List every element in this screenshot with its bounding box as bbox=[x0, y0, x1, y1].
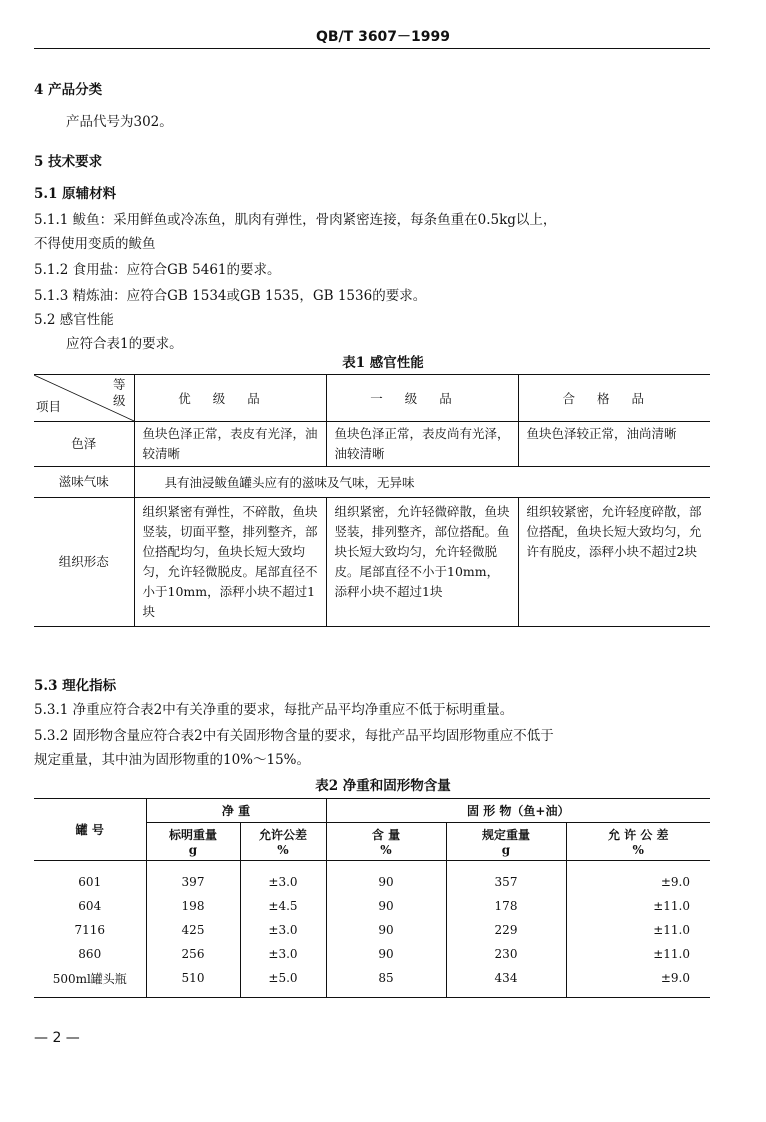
sensory-table bbox=[34, 374, 710, 627]
solids-tolerance: ±11.0 bbox=[566, 942, 710, 966]
labeled-weight: 256 bbox=[146, 942, 240, 966]
section-5-title: 5 技术要求 bbox=[34, 154, 103, 170]
table-row bbox=[34, 498, 710, 627]
solids-tolerance: ±11.0 bbox=[566, 918, 710, 942]
sub-tolerance: 允许公差 bbox=[258, 828, 307, 842]
solids-content: 85 bbox=[326, 966, 446, 998]
row-item-taste: 滋味气味 bbox=[34, 467, 134, 498]
section-4-title: 4 产品分类 bbox=[34, 82, 103, 98]
color-premium: 鱼块色泽正常，表皮有光泽，油较清晰 bbox=[134, 422, 326, 467]
taste-merged: 具有油浸鲅鱼罐头应有的滋味及气味，无异味 bbox=[134, 467, 710, 498]
net-tolerance: ±4.5 bbox=[240, 894, 326, 918]
grade-header-first: 一级品 bbox=[326, 375, 518, 422]
labeled-weight: 425 bbox=[146, 918, 240, 942]
grade-header-premium: 优级品 bbox=[134, 375, 326, 422]
unit-percent: % bbox=[277, 843, 289, 857]
section-5-1-1-line2: 不得使用变质的鲅鱼 bbox=[34, 236, 156, 252]
section-5-3-1: 5.3.1 净重应符合表2中有关净重的要求，每批产品平均净重应不低于标明重量。 bbox=[34, 702, 514, 718]
sub-labeled-weight: 标明重量 bbox=[168, 828, 217, 842]
section-5-1-3: 5.1.3 精炼油：应符合GB 1534或GB 1535，GB 1536的要求。 bbox=[34, 288, 427, 304]
texture-premium: 组织紧密有弹性，不碎散，鱼块竖装，切面平整，排列整齐，部位搭配均匀，鱼块长短大致均匀，允许轻微脱皮。尾部直径不小于10mm，添秤小块不超过1块 bbox=[134, 498, 326, 627]
section-5-1-title: 5.1 原辅材料 bbox=[34, 186, 117, 202]
table-row bbox=[34, 861, 710, 895]
header-rule bbox=[34, 48, 710, 49]
net-tolerance: ±3.0 bbox=[240, 918, 326, 942]
section-5-3-2-line2: 规定重量，其中油为固形物重的10%～15%。 bbox=[34, 752, 311, 768]
labeled-weight: 198 bbox=[146, 894, 240, 918]
sub-content: 含 量 bbox=[371, 828, 401, 842]
net-tolerance: ±5.0 bbox=[240, 966, 326, 998]
can-number: 860 bbox=[78, 947, 102, 961]
page-number: — 2 — bbox=[34, 1030, 80, 1046]
solids-tolerance: ±11.0 bbox=[566, 894, 710, 918]
section-5-1-1-line1: 5.1.1 鲅鱼：采用鲜鱼或冷冻鱼，肌肉有弹性，骨肉紧密连接，每条鱼重在0.5kg以上， bbox=[34, 212, 557, 228]
unit-g: g bbox=[501, 843, 511, 857]
grade-header-qualified: 合格品 bbox=[518, 375, 710, 422]
corner-item-label: 项目 bbox=[36, 399, 62, 414]
can-number: 500ml罐头瓶 bbox=[52, 971, 127, 986]
corner-grade-2: 级 bbox=[112, 393, 126, 408]
net-tolerance: ±3.0 bbox=[240, 942, 326, 966]
table-row bbox=[34, 894, 710, 918]
section-5-1-2: 5.1.2 食用盐：应符合GB 5461的要求。 bbox=[34, 262, 281, 278]
specified-weight: 178 bbox=[446, 894, 566, 918]
table2-caption: 表2 净重和固形物含量 bbox=[315, 778, 451, 794]
unit-g: g bbox=[188, 843, 198, 857]
can-number: 601 bbox=[78, 875, 102, 889]
solids-content: 90 bbox=[326, 918, 446, 942]
table-row bbox=[34, 942, 710, 966]
table-row bbox=[34, 918, 710, 942]
color-first: 鱼块色泽正常，表皮尚有光泽，油较清晰 bbox=[326, 422, 518, 467]
color-qualified: 鱼块色泽较正常，油尚清晰 bbox=[518, 422, 710, 467]
section-5-3-title: 5.3 理化指标 bbox=[34, 678, 117, 694]
unit-percent: % bbox=[380, 843, 392, 857]
texture-qualified: 组织较紧密，允许轻度碎散，部位搭配，鱼块长短大致均匀，允许有脱皮，添秤小块不超过2块 bbox=[518, 498, 710, 627]
net-weight-table bbox=[34, 798, 710, 998]
row-item-texture: 组织形态 bbox=[34, 498, 134, 627]
row-item-color: 色泽 bbox=[34, 422, 134, 467]
texture-first: 组织紧密，允许轻微碎散，鱼块竖装，排列整齐，部位搭配。鱼块长短大致均匀，允许轻微脱皮。尾部直径不小于10mm，添秤小块不超过1块 bbox=[326, 498, 518, 627]
can-number: 7116 bbox=[74, 923, 106, 937]
table-row bbox=[34, 467, 710, 498]
can-number-header: 罐 号 bbox=[34, 799, 146, 861]
specified-weight: 434 bbox=[446, 966, 566, 998]
net-tolerance: ±3.0 bbox=[240, 861, 326, 895]
net-weight-header: 净 重 bbox=[146, 799, 326, 823]
table1-caption: 表1 感官性能 bbox=[342, 355, 424, 371]
solids-content: 90 bbox=[326, 942, 446, 966]
solids-header: 固 形 物（鱼+油） bbox=[326, 799, 710, 823]
specified-weight: 229 bbox=[446, 918, 566, 942]
corner-grade-1: 等 bbox=[112, 377, 126, 392]
section-4-text: 产品代号为302。 bbox=[66, 114, 173, 130]
specified-weight: 230 bbox=[446, 942, 566, 966]
solids-content: 90 bbox=[326, 861, 446, 895]
section-5-2-text: 应符合表1的要求。 bbox=[66, 336, 183, 352]
section-5-2-title: 5.2 感官性能 bbox=[34, 312, 114, 328]
sub-specified-weight: 规定重量 bbox=[481, 828, 530, 842]
specified-weight: 357 bbox=[446, 861, 566, 895]
table1-corner-cell bbox=[34, 375, 134, 422]
sub-solids-tolerance: 允 许 公 差 bbox=[607, 828, 669, 842]
table-row bbox=[34, 422, 710, 467]
solids-tolerance: ±9.0 bbox=[566, 966, 710, 998]
unit-percent: % bbox=[632, 843, 644, 857]
labeled-weight: 510 bbox=[146, 966, 240, 998]
standard-code-header: QB/T 3607－1999 bbox=[315, 29, 451, 45]
solids-tolerance: ±9.0 bbox=[566, 861, 710, 895]
labeled-weight: 397 bbox=[146, 861, 240, 895]
table-row bbox=[34, 966, 710, 998]
section-5-3-2-line1: 5.3.2 固形物含量应符合表2中有关固形物含量的要求，每批产品平均固形物重应不低于 bbox=[34, 728, 554, 744]
solids-content: 90 bbox=[326, 894, 446, 918]
can-number: 604 bbox=[78, 899, 102, 913]
